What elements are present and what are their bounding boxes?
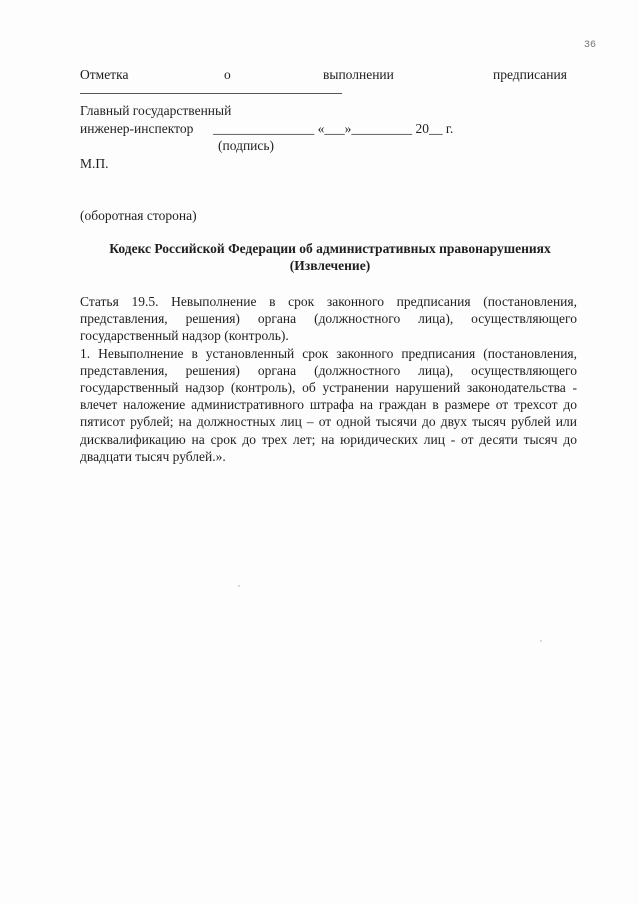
mark-word-4: предписания — [493, 67, 567, 82]
scan-speck — [238, 585, 240, 587]
underline-rule — [80, 93, 342, 94]
article-paragraph-1: Статья 19.5. Невыполнение в срок законного предписания (постановления, представления, решения) органа (должностного лица), осуществляющего государственный надзор (контроль). — [80, 294, 577, 344]
inspector-title-line1: Главный государственный — [80, 103, 232, 118]
seal-placeholder: М.П. — [80, 156, 109, 171]
signature-caption: (подпись) — [218, 138, 275, 153]
code-heading — [80, 240, 580, 274]
mark-word-1: Отметка — [80, 67, 129, 82]
code-heading-line2: (Извлечение) — [289, 258, 371, 273]
inspector-title-line2: инженер-инспектор — [80, 121, 194, 136]
reverse-side-label: (оборотная сторона) — [80, 208, 197, 223]
article-text — [80, 293, 577, 465]
signature-date-blanks: _______________ «___»_________ 20__ г. — [213, 121, 454, 136]
code-heading-line1: Кодекс Российской Федерации об административных правонарушениях — [109, 241, 551, 256]
mark-word-2: о — [224, 67, 231, 82]
page-number: 36 — [584, 40, 597, 51]
scan-speck — [540, 640, 542, 642]
article-paragraph-2: 1. Невыполнение в установленный срок законного предписания (постановления, представления, решения) органа (должностного лица), осуществляющего государственный надзор (контроль), об устранении нарушений законодательства - влечет наложение административного штрафа на граждан в размере от трехсот до пятисот рублей; на должностных лиц – от одной тысячи до двух тысяч рублей или дисквалификацию на срок до трех лет; на юридических лиц - от десяти тысяч до двадцати тысяч рублей.». — [80, 345, 577, 464]
mark-word-3: выполнении — [323, 67, 394, 82]
